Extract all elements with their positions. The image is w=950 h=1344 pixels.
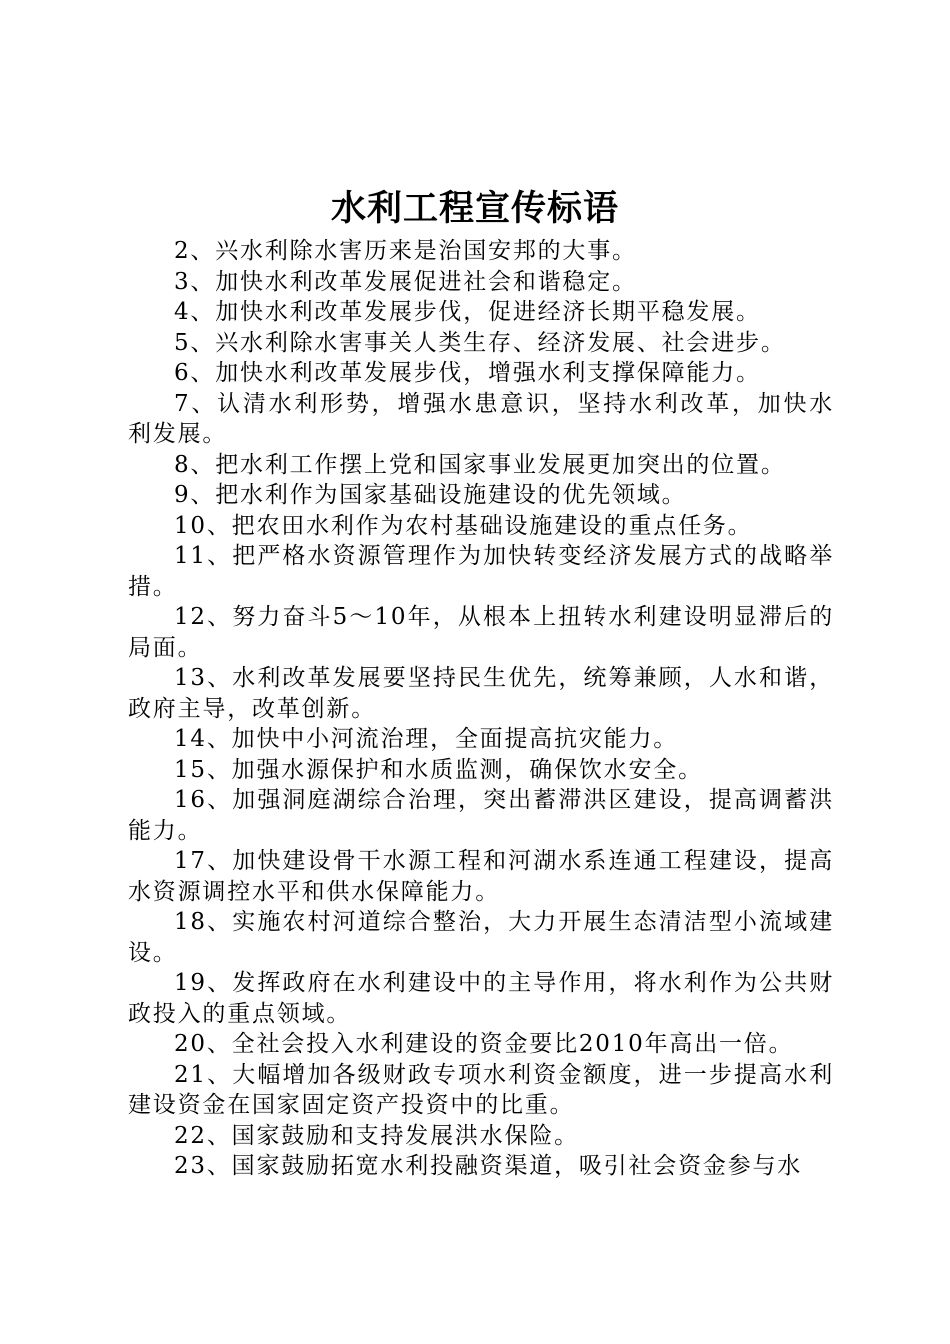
slogan-paragraph: 13、水利改革发展要坚持民生优先，统筹兼顾，人水和谐，政府主导，改革创新。 <box>128 665 834 722</box>
document-body <box>128 236 834 1182</box>
slogan-paragraph: 18、实施农村河道综合整治，大力开展生态清洁型小流域建设。 <box>128 909 834 966</box>
slogan-paragraph: 17、加快建设骨干水源工程和河湖水系连通工程建设，提高水资源调控水平和供水保障能力。 <box>128 848 834 905</box>
slogan-paragraph: 10、把农田水利作为农村基础设施建设的重点任务。 <box>174 512 753 539</box>
slogan-paragraph: 12、努力奋斗5～10年，从根本上扭转水利建设明显滞后的局面。 <box>128 604 834 661</box>
slogan-paragraph: 15、加强水源保护和水质监测，确保饮水安全。 <box>174 756 703 783</box>
slogan-paragraph: 7、认清水利形势，增强水患意识，坚持水利改革，加快水利发展。 <box>128 390 834 447</box>
slogan-paragraph: 23、国家鼓励拓宽水利投融资渠道，吸引社会资金参与水 <box>174 1153 803 1179</box>
slogan-paragraph: 20、全社会投入水利建设的资金要比2010年高出一倍。 <box>174 1031 794 1057</box>
slogan-paragraph: 4、加快水利改革发展步伐，促进经济长期平稳发展。 <box>174 299 761 325</box>
slogan-paragraph: 2、兴水利除水害历来是治国安邦的大事。 <box>174 238 637 264</box>
slogan-paragraph: 14、加快中小河流治理，全面提高抗灾能力。 <box>174 726 679 752</box>
slogan-paragraph: 6、加快水利改革发展步伐，增强水利支撑保障能力。 <box>174 360 761 386</box>
slogan-paragraph: 19、发挥政府在水利建设中的主导作用，将水利作为公共财政投入的重点领域。 <box>128 970 834 1027</box>
slogan-paragraph: 3、加快水利改革发展促进社会和谐稳定。 <box>174 268 637 295</box>
document-title: 水利工程宣传标语 <box>330 188 619 229</box>
slogan-paragraph: 5、兴水利除水害事关人类生存、经济发展、社会进步。 <box>174 329 786 356</box>
slogan-paragraph: 16、加强洞庭湖综合治理，突出蓄滞洪区建设，提高调蓄洪能力。 <box>128 787 834 844</box>
slogan-paragraph: 9、把水利作为国家基础设施建设的优先领域。 <box>174 482 687 508</box>
slogan-paragraph: 8、把水利工作摆上党和国家事业发展更加突出的位置。 <box>174 451 786 478</box>
slogan-paragraph: 21、大幅增加各级财政专项水利资金额度，进一步提高水利建设资金在国家固定资产投资中的比重。 <box>128 1061 834 1118</box>
slogan-paragraph: 22、国家鼓励和支持发展洪水保险。 <box>174 1122 579 1149</box>
slogan-paragraph: 11、把严格水资源管理作为加快转变经济发展方式的战略举措。 <box>128 543 834 600</box>
